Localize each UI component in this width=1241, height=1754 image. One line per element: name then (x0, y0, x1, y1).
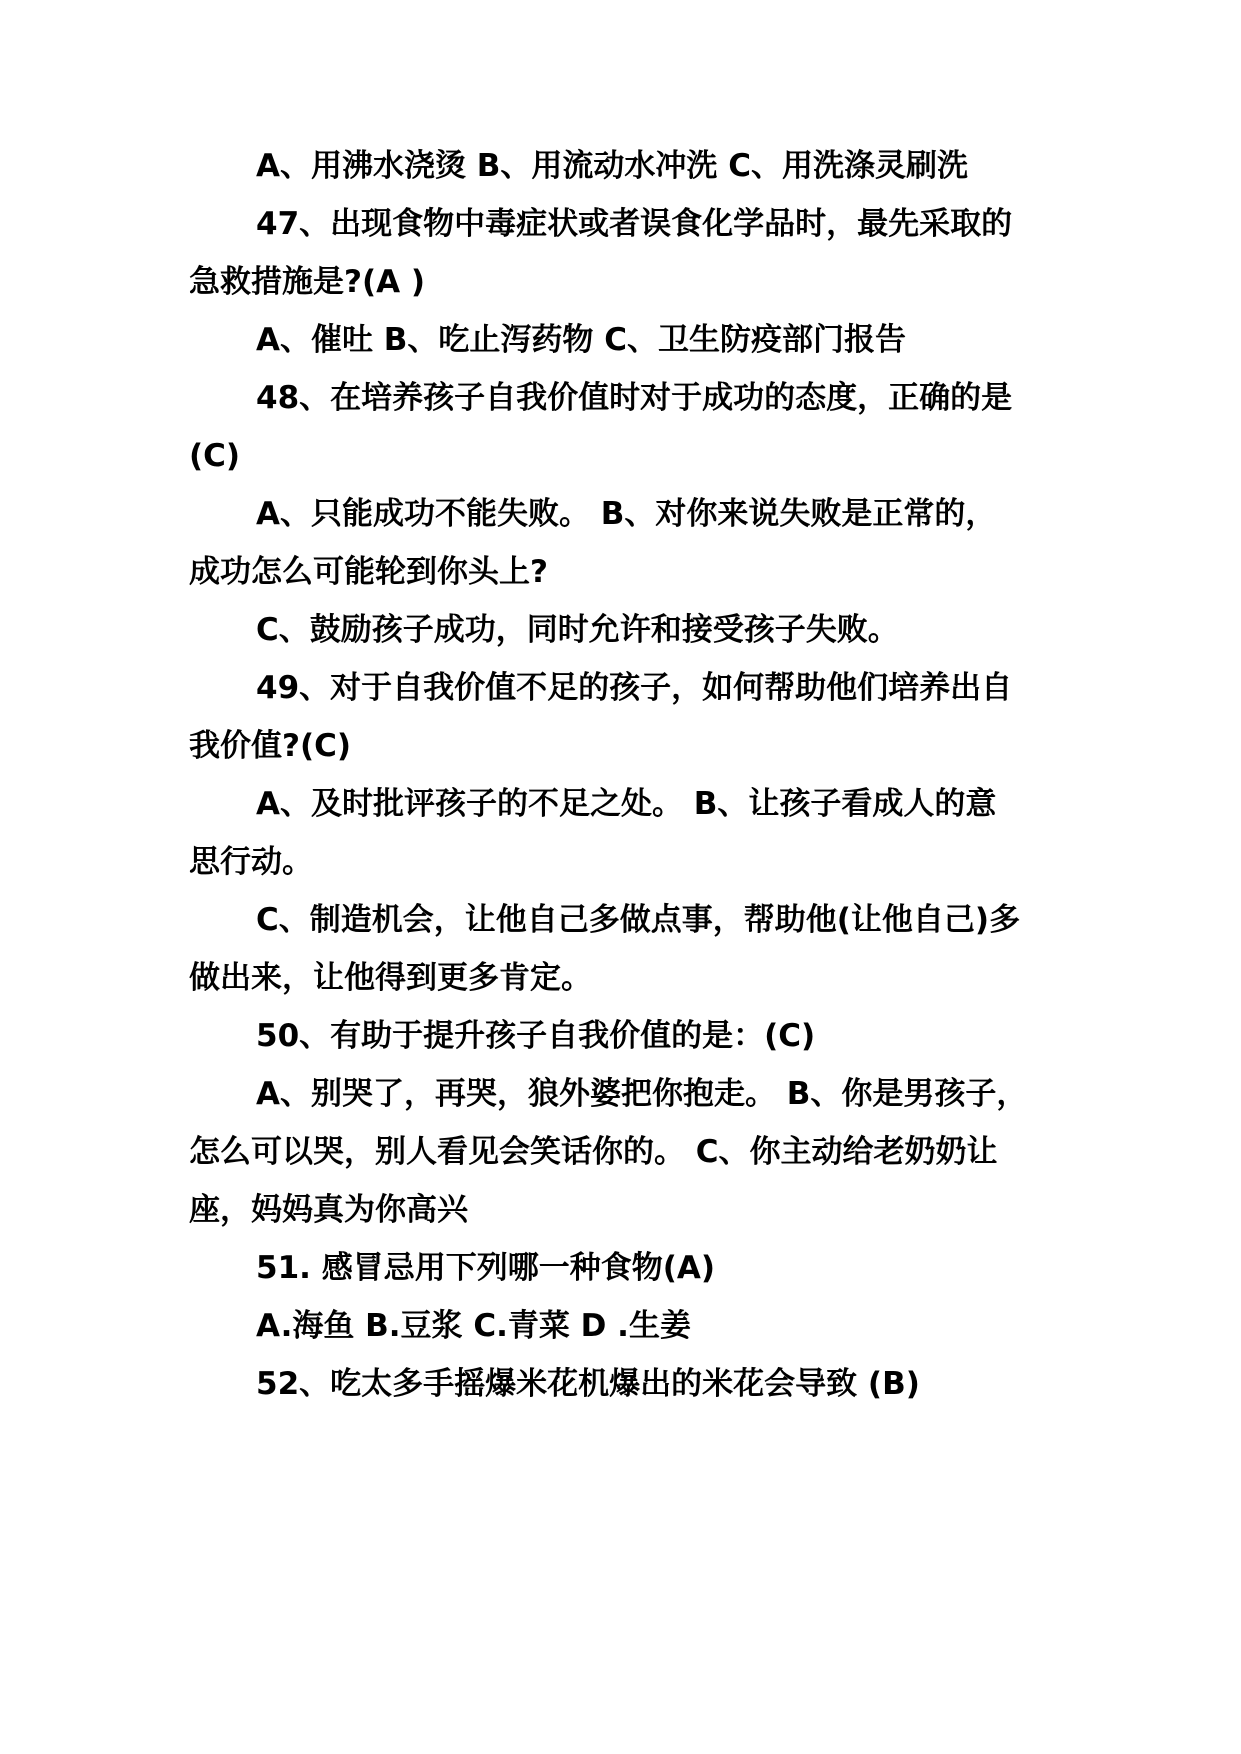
answer-option-49-c-line-2: 做出来，让他得到更多肯定。 (189, 960, 592, 996)
question-49-line-1: 49、对于自我价值不足的孩子，如何帮助他们培养出自 (256, 670, 1013, 706)
question-48-line-1: 48、在培养孩子自我价值时对于成功的态度，正确的是 (256, 380, 1013, 416)
answer-options-50-line-2: 怎么可以哭，别人看见会笑话你的。 C、你主动给老奶奶让 (189, 1134, 998, 1170)
question-48-line-2: (C) (189, 438, 241, 474)
answer-options-49-line-1: A、及时批评孩子的不足之处。 B、让孩子看成人的意 (256, 786, 997, 822)
answer-options-47: A、催吐 B、吃止泻药物 C、卫生防疫部门报告 (256, 322, 906, 358)
answer-option-48-c: C、鼓励孩子成功，同时允许和接受孩子失败。 (256, 612, 899, 648)
question-50: 50、有助于提升孩子自我价值的是：(C) (256, 1018, 816, 1054)
answer-options-49-line-2: 思行动。 (189, 844, 313, 880)
answer-options-46: A、用沸水浇烫 B、用流动水冲洗 C、用洗涤灵刷洗 (256, 148, 968, 184)
question-47-line-1: 47、出现食物中毒症状或者误食化学品时，最先采取的 (256, 206, 1013, 242)
answer-options-50-line-3: 座，妈妈真为你高兴 (189, 1192, 468, 1228)
answer-options-50-line-1: A、别哭了，再哭，狼外婆把你抱走。 B、你是男孩子， (256, 1076, 1028, 1112)
answer-options-48-line-2: 成功怎么可能轮到你头上? (189, 554, 548, 590)
answer-options-51: A.海鱼 B.豆浆 C.青菜 D .生姜 (256, 1308, 691, 1344)
answer-option-49-c-line-1: C、制造机会，让他自己多做点事，帮助他(让他自己)多 (256, 902, 1021, 938)
question-47-line-2: 急救措施是?(A ) (189, 264, 426, 300)
question-52: 52、吃太多手摇爆米花机爆出的米花会导致 (B) (256, 1366, 920, 1402)
question-51: 51. 感冒忌用下列哪一种食物(A) (256, 1250, 716, 1286)
question-49-line-2: 我价值?(C) (189, 728, 352, 764)
answer-options-48-line-1: A、只能成功不能失败。 B、对你来说失败是正常的， (256, 496, 997, 532)
